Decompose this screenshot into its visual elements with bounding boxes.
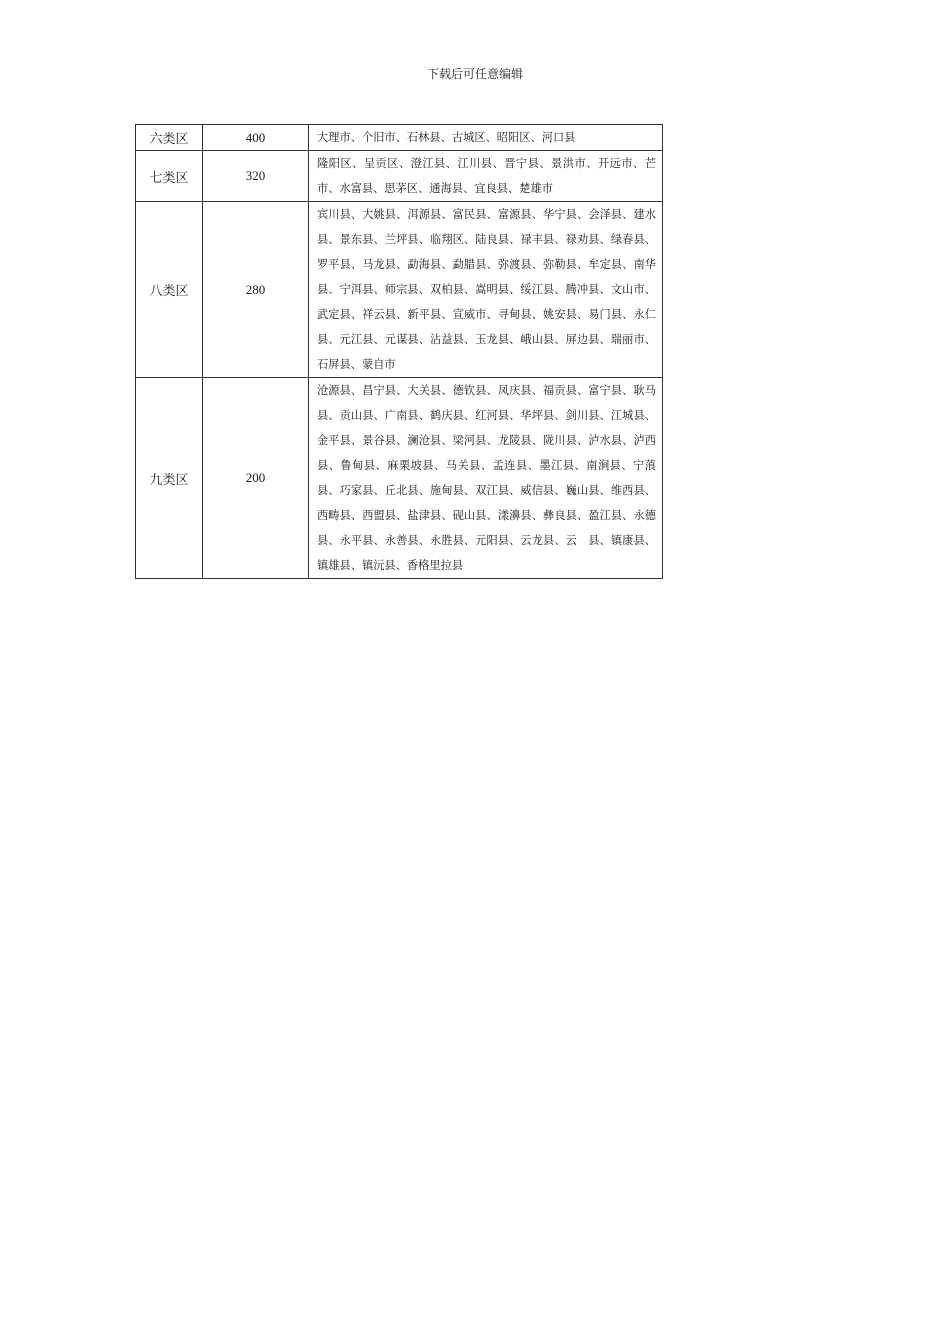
zone-name-cell: 八类区: [136, 202, 203, 378]
amount-cell: 200: [203, 378, 309, 579]
table-row: [136, 378, 663, 579]
table-row: [136, 151, 663, 202]
amount-cell: 280: [203, 202, 309, 378]
areas-cell: 宾川县、大姚县、洱源县、富民县、富源县、华宁县、会泽县、建水县、景东县、兰坪县、临翔区、陆良县、禄丰县、禄劝县、绿春县、罗平县、马龙县、勐海县、勐腊县、弥渡县、弥勒县、牟定县、南华县、宁洱县、师宗县、双柏县、嵩明县、绥江县、腾冲县、文山市、武定县、祥云县、新平县、宣威市、寻甸县、姚安县、易门县、永仁县、元江县、元谋县、沾益县、玉龙县、峨山县、屏边县、瑞丽市、石屏县、蒙自市: [309, 202, 663, 378]
table-row: [136, 202, 663, 378]
areas-cell: 大理市、个旧市、石林县、古城区、昭阳区、河口县: [309, 125, 663, 151]
areas-cell: 隆阳区、呈贡区、澄江县、江川县、晋宁县、景洪市、开远市、芒市、水富县、思茅区、通海县、宜良县、楚雄市: [309, 151, 663, 202]
zone-table: [135, 124, 663, 579]
zone-name-cell: 九类区: [136, 378, 203, 579]
amount-cell: 400: [203, 125, 309, 151]
zone-name-cell: 七类区: [136, 151, 203, 202]
areas-cell: 沧源县、昌宁县、大关县、德钦县、凤庆县、福贡县、富宁县、耿马县、贡山县、广南县、鹤庆县、红河县、华坪县、剑川县、江城县、金平县、景谷县、澜沧县、梁河县、龙陵县、陇川县、泸水县、泸西县、鲁甸县、麻栗坡县、马关县、孟连县、墨江县、南涧县、宁蒗县、巧家县、丘北县、施甸县、双江县、威信县、巍山县、维西县、西畴县、西盟县、盐津县、砚山县、漾濞县、彝良县、盈江县、永德县、永平县、永善县、永胜县、元阳县、云龙县、云 县、镇康县、镇雄县、镇沅县、香格里拉县: [309, 378, 663, 579]
page-header: 下载后可任意编辑: [426, 67, 523, 81]
amount-cell: 320: [203, 151, 309, 202]
zone-name-cell: 六类区: [136, 125, 203, 151]
table-row: [136, 125, 663, 151]
